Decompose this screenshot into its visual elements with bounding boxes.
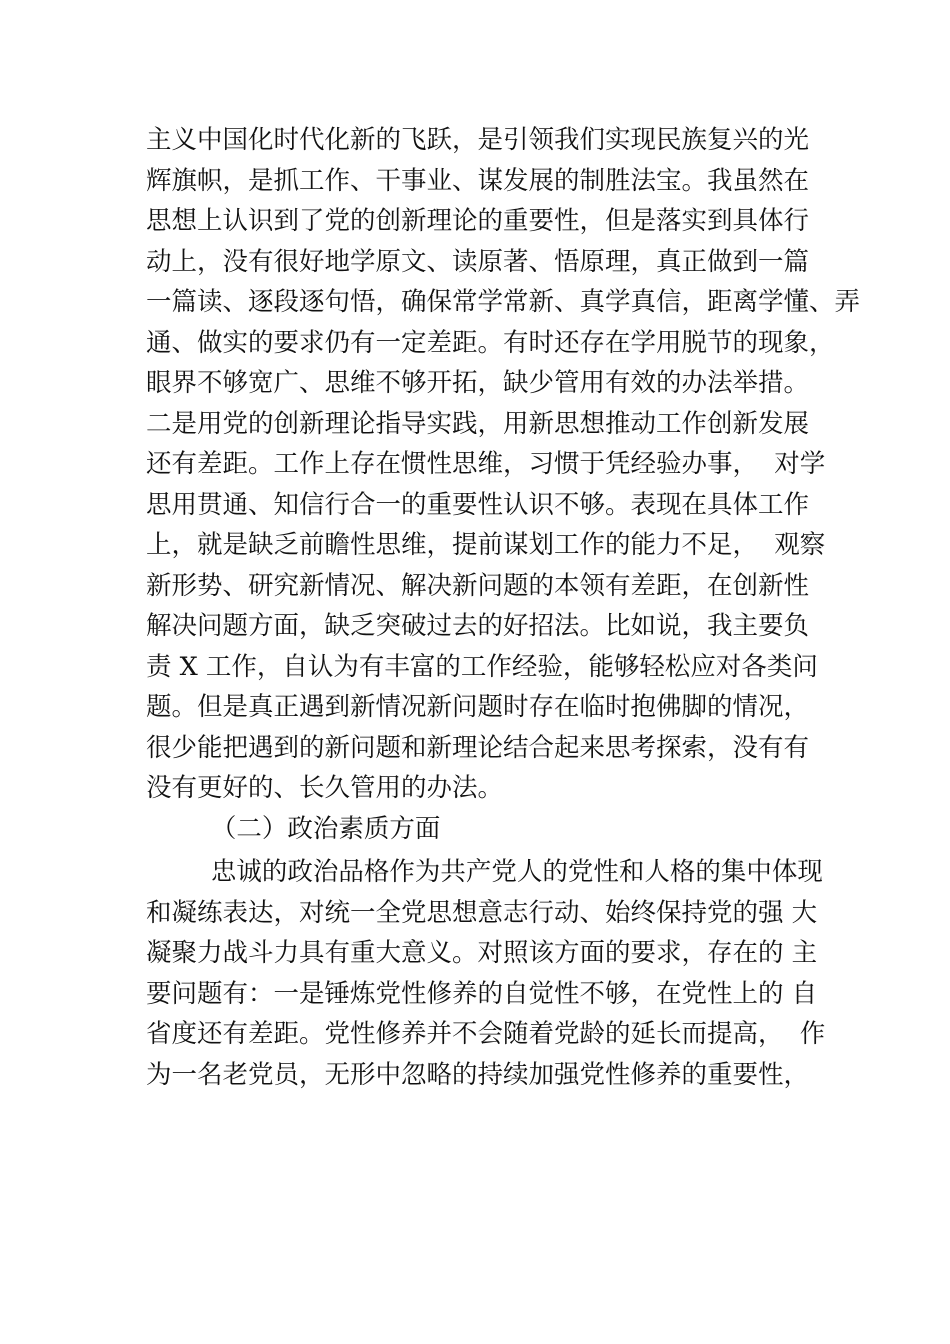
text-line: 眼界不够宽广、思维不够开拓，缺少管用有效的办法举措。 xyxy=(146,368,810,398)
text-line: 二是用党的创新理论指导实践，用新思想推动工作创新发展 xyxy=(146,408,810,439)
text-line: 和凝练表达，对统一全党思想意志行动、始终保持党的强 大 xyxy=(146,897,818,928)
text-line: 忠诚的政治品格作为共产党人的党性和人格的集中体现 xyxy=(146,857,823,887)
text-line: 解决问题方面，缺乏突破过去的好招法。比如说，我主要负 xyxy=(146,611,810,641)
text-line: 很少能把遇到的新问题和新理论结合起来思考探索，没有有 xyxy=(146,732,810,763)
body-text xyxy=(146,120,861,1095)
text-line: 上，就是缺乏前瞻性思维，提前谋划工作的能力不足， 观察 xyxy=(146,530,826,560)
text-line: 动上，没有很好地学原文、读原著、悟原理，真正做到一篇 xyxy=(146,246,810,277)
text-line: 思用贯通、知信行合一的重要性认识不够。表现在具体工作 xyxy=(146,489,810,520)
text-line: 一篇读、逐段逐句悟，确保常学常新、真学真信，距离学懂、弄 xyxy=(146,287,861,317)
text-line: 辉旗帜，是抓工作、干事业、谋发展的制胜法宝。我虽然在 xyxy=(146,165,810,196)
text-line: 通、做实的要求仍有一定差距。有时还存在学用脱节的现象， xyxy=(146,327,835,358)
text-line: 没有更好的、长久管用的办法。 xyxy=(146,773,504,803)
text-line: 为一名老党员，无形中忽略的持续加强党性修养的重要性， xyxy=(146,1059,810,1090)
text-line: 主义中国化时代化新的飞跃，是引领我们实现民族复兴的光 xyxy=(146,125,810,155)
text-line: 责 X 工作，自认为有丰富的工作经验，能够轻松应对各类问 xyxy=(146,651,818,682)
text-line: 省度还有差距。党性修养并不会随着党龄的延长而提高， 作 xyxy=(146,1019,826,1049)
text-line: 凝聚力战斗力具有重大意义。对照该方面的要求，存在的 主 xyxy=(146,938,818,968)
text-line: 思想上认识到了党的创新理论的重要性，但是落实到具体行 xyxy=(146,206,810,236)
text-line: 要问题有：一是锤炼党性修养的自觉性不够，在党性上的 自 xyxy=(146,978,818,1009)
text-line: 题。但是真正遇到新情况新问题时存在临时抱佛脚的情况， xyxy=(146,692,810,722)
text-line: 新形势、研究新情况、解决新问题的本领有差距，在创新性 xyxy=(146,570,810,601)
text-line: 还有差距。工作上存在惯性思维，习惯于凭经验办事， 对学 xyxy=(146,449,826,479)
section-heading: （二）政治素质方面 xyxy=(146,813,441,844)
